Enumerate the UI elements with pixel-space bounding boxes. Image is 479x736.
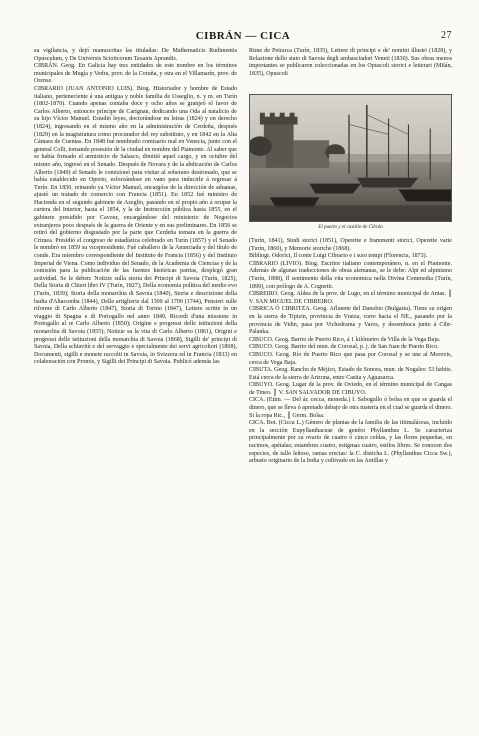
paragraph: CIBREIRO. Geog. Aldea de la prov. de Lugo, en el término municipal de Antas. ║ V. SAN MIGUEL DE CIBREIRO. bbox=[249, 291, 452, 305]
figure-caption: El puerto y el castillo de Cibrán bbox=[318, 225, 383, 230]
paragraph: CIBUCO. Geog. Barrio de Puerto Rico, á 1 kilómetro de Villa de la Vega Baja. bbox=[249, 336, 441, 343]
running-title: CIBRÁN — CICA bbox=[195, 30, 291, 42]
paragraph: CIBRÁN. Geog. En Galicia hay tres entidades de este nombre en los términos municipales de Mugía y Vedra, prov. de la Coruña, y otra en el Villamarín, prov. de Orense. bbox=[34, 63, 237, 85]
harbor-castle-photo bbox=[249, 94, 452, 222]
paragraph: (Turín, 1841), Studi storici (1851), Operette e frammenti storici, Operette varie (Turín, 1860), y Memorie storiche (1868). bbox=[249, 238, 452, 252]
paragraph: CIBUTA. Geog. Rancho de Méjico, Estado de Sonora, mun. de Nogales: 53 habits. Está cerca de la sierra de Arizona, entre Casita y Aguazarca. bbox=[249, 367, 452, 381]
paragraph: CIBRARIO (JUAN ANTONIO LUIS). Biog. Historiador y hombre de Estado italiano, perteneciente á una antigua y noble familia de Usseglio, n. y m. en Turín (1802-1870). Cuando apenas contaba doce y ocho años se granjeó el favor de Carlos Alberto, entonces príncipe de Carignan, dedicando una Oda al natalicio de su hijo Víctor Manuel. Estudió leyes, doctorándose en letras (1824) y en derecho (1824), ingresando en el mismo año en la administración de Cerdeña, después (1829) en la magistratura como procurador del rey substituto, y en 1842 en la Alta Cámara de Cuentas. En 1848 fué nombrado comisario real en Venecia, junto con el general Colli, tomando posesión de la ciudad en nombre del Piamonte. Al saber que se había firmado el armisticio de Salasco, dimitió aquel cargo, y en octubre del mismo año, ingresó en el Senado. Después de Novara y de la abdicación de Carlos Alberto (1849) el Senado le comisionó para visitar al soberano destronado, que se había establecido en Oporto, esforzándose en vano para inducirle á regresar á Turín. En 1850, reinando ya Víctor Manuel, encargóse de la dirección de aduanas, ajustó un tratado de comercio con Francia (1851). En 1852 fué ministro de Hacienda en el segundo gabinete de Azeglio, pasando en el propio año á ocupar la cartera del Interior, hasta el 1854, y la de Instrucción pública hasta 1855, en el gabinete presidido por Cavour, encargándose del ministerio de Negocios extranjeros poco después de la guerra de Oriente y en sus preliminares. En 1856 se retiró del gobierno disgustado por la parte que Cerdeña tomara en la guerra de Crimea. Presidió el congreso de estadística celebrado en Turín (1857) y el Senado le nombró en 1859 su vicepresidente. Fué caballero de la Anunciada y del título de conde. Era miembro correspondiente del Instituto de Francia (1856) y del Instituto Imperial de Viena. Como individuo del Senado, de la Academia de Ciencias y de la comisión para la publicación de las fuentes históricas patrias, desplegó gran actividad. Se le deben: Notizie sulla storia dei Principi di Savoia (Turín, 1825), Della Storia di Chieri libri IV (Turín, 1827), Della economia política del medio evo (Turín, 1839); Storia della monarchia di Savoia (1840), Storia e descrizione della badia d'Altacomba (1844), Delle artiglierie dal 1300 al 1700 (1744), Pensieri sulle riforme di Carlo Alberto (1847), Storia di Torino (1847), Lettere scritte in un viaggio di Spagna e di Portogallo nel anno 1849, Ricordi d'una missione in Portogallo al re Carlo Alberto (1850); Origine e progressi delle istituzioni della monarchia di Savoia (1855); Notizie su la vita di Carlo Alberto (1861), Origini e progressi delle istituzioni della monarchia di Savoia (1868), Sigilli de' principi di Savoia, Della schiavitù e del servaggio e specialmente dei servi agricoltori (1868), Documenti, sigilli e monete raccolti in Savoia, in Svizzera ed in Francia (1833) en colaboración con Promis, y Sigilli dei Principi di Savoia. Publicó además las bbox=[34, 85, 237, 366]
page-header bbox=[34, 30, 452, 44]
paragraph: CICA. Bot. (Cicca L.) Género de plantas de la familia de las titimaláceas, incluido en la sección Eupyllanthaceae de genéro Phyllanthus L. Se caracteriza principalmente por su ovario de cuatro ó cinco celdas, y las flores pequeñas, en racimos, apétalas; estambres cuatro, estigmas cuatro, estilos libres. Se conocen dos especies, de tallo leñoso, ramas erectas: la C. disticha L. (Phyllanthus Cicca Sw.), arbusto originario de la India y cultivado en las Antillas y bbox=[249, 420, 452, 465]
document-page bbox=[34, 30, 452, 730]
paragraph: CIBRARIO (LIVIO). Biog. Escritor italiano contemporáneo, n. en el Piamonte. Además de algunas traducciones de obras alemanas, se le debe: Alpi ed alpinismo (Turín, 1898), Il sentimento della vita economica nella Divina Commedia (Turín, 1899), con prólogo de A. Cognetti. bbox=[249, 260, 452, 290]
paragraph: Bibliogr. Odorici, Il conte Luigi Cibrario e i suoi tempi (Florencia, 1873). bbox=[249, 253, 428, 260]
left-column bbox=[34, 48, 237, 367]
paragraph: CIBUCO. Geog. Barrio del mun. de Corozal, p. j. de San Juan de Puerto Rico. bbox=[249, 344, 439, 351]
paragraph: CIBRICA Ó CIBRITZA. Geog. Afluente del Danubio (Bulgaria). Tiene su origen en la sierra de Tipizin, provincia de Vratza, corre hacia el NE., pasando por la provincia de Vidin, pasa por Vichedrama y Varos, y desemboca junto á Cibr-Palanka. bbox=[249, 306, 452, 336]
right-column-body bbox=[249, 238, 452, 466]
right-column bbox=[249, 48, 452, 465]
paragraph: Rime de Petrarca (Turín, 1835), Lettere di principi e de' nomini illustri (1828), y Relazione dello stato di Savoia degli ambasciadori Veneti (1830). Sus obras menos importantes se publicaron coleccionadas en los Opuscoli storici e letterari (Milán, 1835), Opuscoli bbox=[249, 48, 452, 77]
paragraph: CIBUYO. Geog. Lugar de la prov. de Oviedo, en el término municipal de Cangas de Tineo. ║ V. SAN SALVADOR DE CIBUYO. bbox=[249, 382, 452, 396]
page-number: 27 bbox=[441, 30, 452, 41]
figure bbox=[249, 94, 452, 230]
paragraph: su vigilancia, y dejó manuscritas las tituladas: De Mathematicis Rudimentis Opusculum, y De Universis Scioticorum Taxanis Aprandis. bbox=[34, 48, 237, 62]
paragraph: CIBUCO. Geog. Río de Puerto Rico que pasa por Corozal y se une al Morovis, cerca de Vega Baja. bbox=[249, 351, 452, 366]
paragraph: CICA. (Etim. — Del ár. cecca, moneda.) f. Sabogullo ó bolsa en que se guarda el dinero, que se lleva ó apretado debajo de otra materia en el cual se guarda el dinero. Si la ropa Rtc., ║ Germ. Bolsa. bbox=[249, 397, 452, 419]
